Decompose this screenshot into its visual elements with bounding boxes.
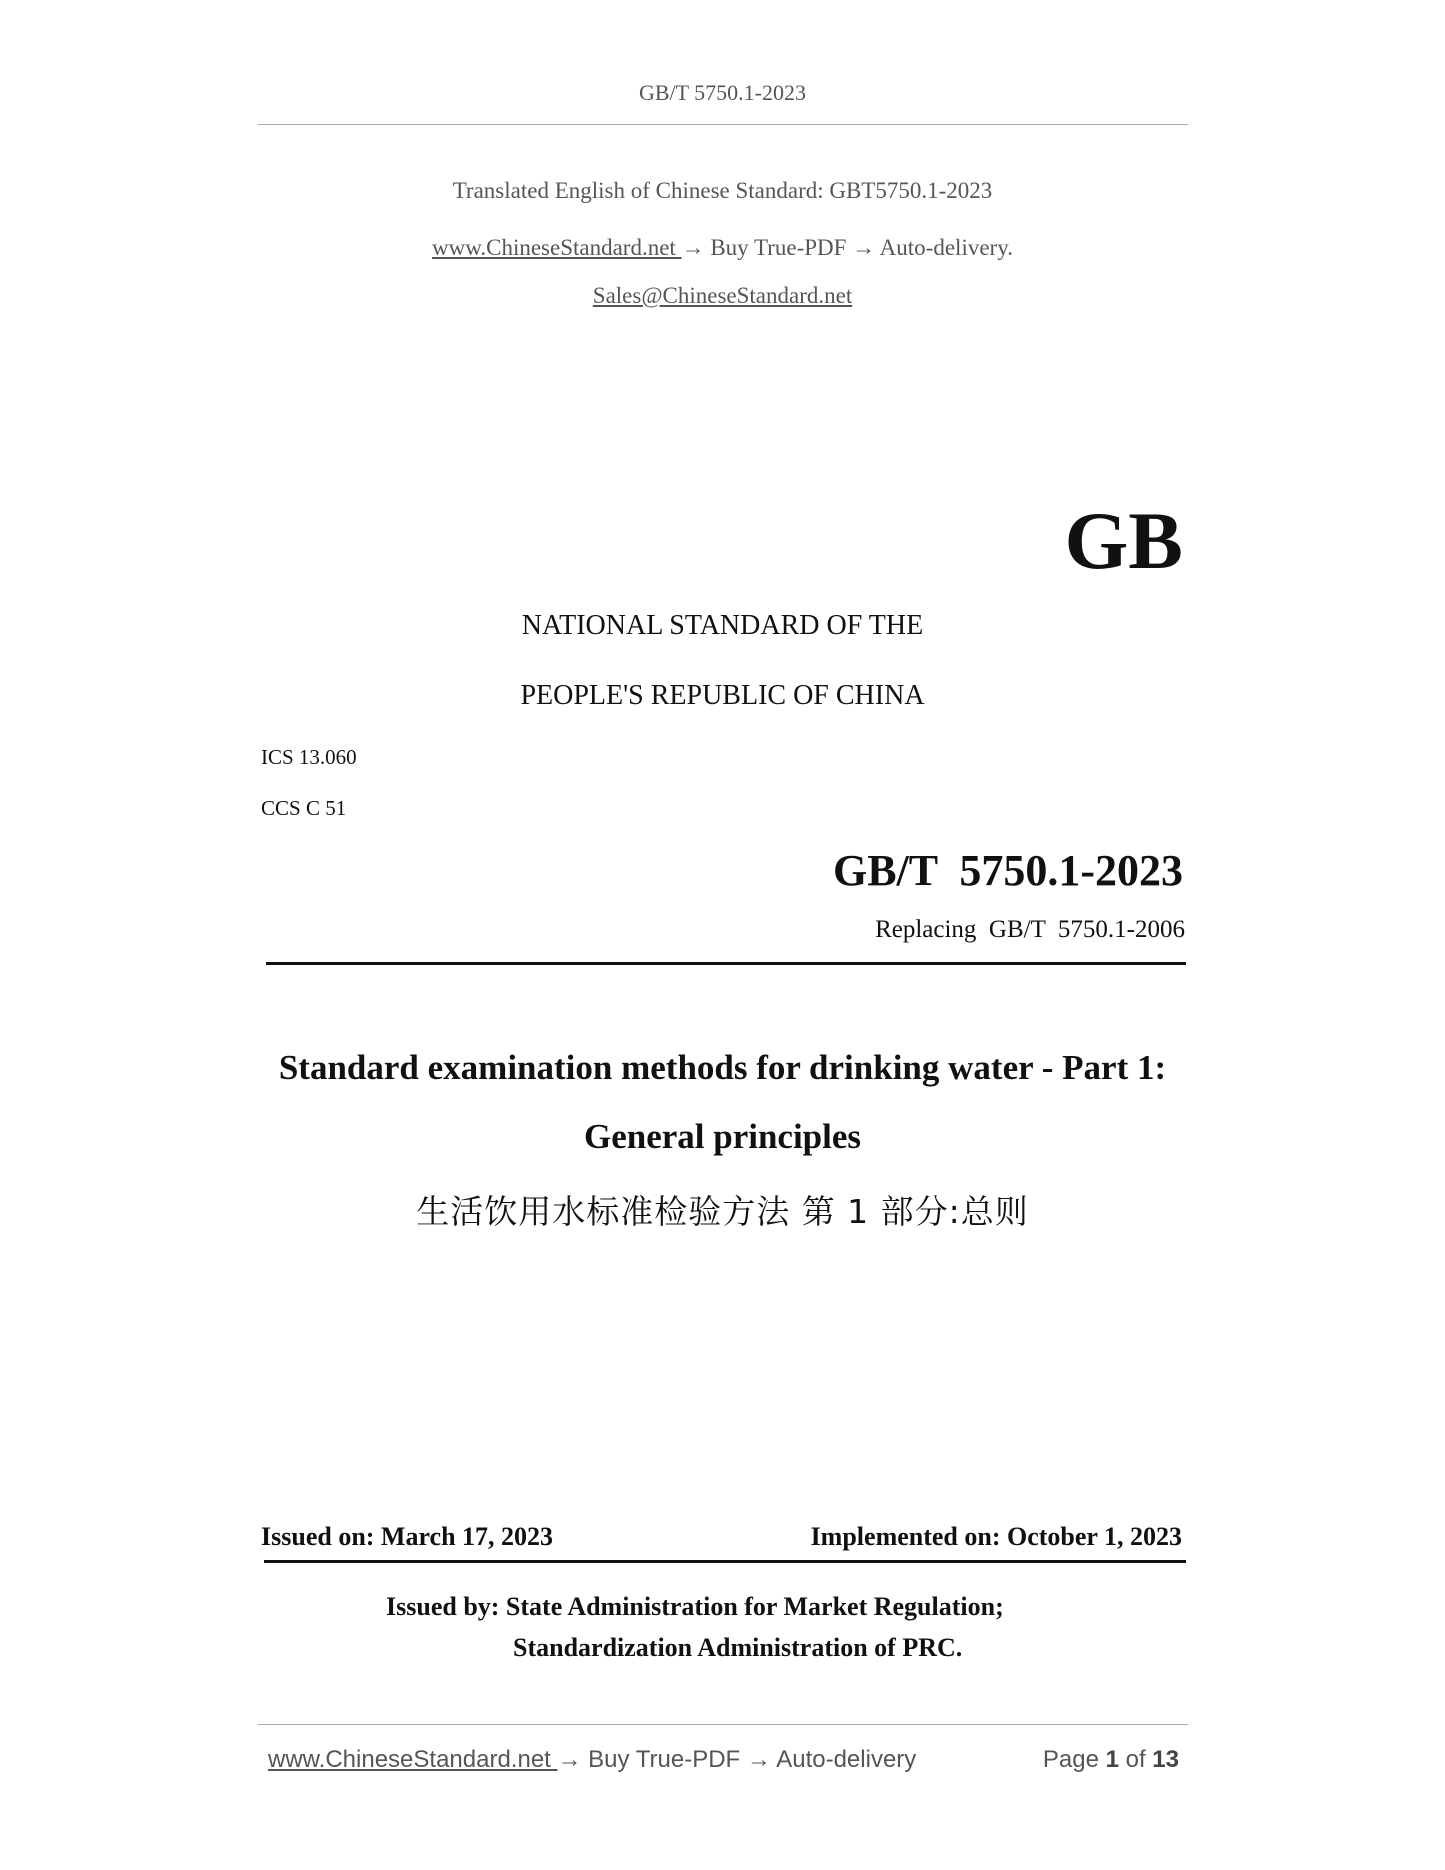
issued-on-date: Issued on: March 17, 2023 xyxy=(261,1522,554,1551)
page-indicator xyxy=(1043,1746,1179,1774)
footer-delivery-text: Auto-delivery xyxy=(770,1746,917,1773)
footer-promo xyxy=(268,1746,916,1774)
title-english-line1: Standard examination methods for drinking water - Part 1: xyxy=(278,1048,1167,1087)
running-header-title: GB/T 5750.1-2023 xyxy=(638,80,807,105)
title-divider xyxy=(266,962,1186,965)
arrow-right-icon: → xyxy=(852,235,876,260)
page-current: 1 xyxy=(1105,1746,1119,1773)
ccs-code: CCS C 51 xyxy=(261,796,347,820)
title-english-line2: General principles xyxy=(583,1117,862,1156)
national-standard-line1: NATIONAL STANDARD OF THE xyxy=(521,610,924,641)
site-link[interactable]: www.ChineseStandard.net xyxy=(432,235,682,260)
delivery-text: Auto-delivery. xyxy=(875,235,1013,260)
title-chinese: 生活饮用水标准检验方法 第 1 部分:总则 xyxy=(416,1192,1029,1231)
standard-number: GB/T 5750.1-2023 xyxy=(832,846,1183,895)
dates-divider xyxy=(264,1560,1186,1563)
gb-logo: GB xyxy=(1064,495,1183,586)
arrow-right-icon: → xyxy=(681,235,705,260)
page-total: 13 xyxy=(1152,1746,1179,1773)
email-line xyxy=(0,283,1445,309)
issued-by-line1: Issued by: State Administration for Market Regulation; xyxy=(386,1592,1004,1621)
footer-buy-text: Buy True-PDF xyxy=(581,1746,747,1773)
header-divider xyxy=(258,124,1188,125)
ics-code: ICS 13.060 xyxy=(261,745,357,769)
national-standard-line2: PEOPLE'S REPUBLIC OF CHINA xyxy=(520,680,925,711)
implemented-on-date: Implemented on: October 1, 2023 xyxy=(810,1522,1182,1551)
arrow-right-icon: → xyxy=(557,1746,582,1773)
arrow-right-icon: → xyxy=(746,1746,771,1773)
page-of: of xyxy=(1118,1746,1153,1773)
footer-divider xyxy=(258,1724,1188,1725)
footer-site-link[interactable]: www.ChineseStandard.net xyxy=(268,1746,558,1773)
email-link[interactable]: Sales@ChineseStandard.net xyxy=(592,283,853,308)
page-label: Page xyxy=(1042,1746,1106,1773)
issued-by-line2: Standardization Administration of PRC. xyxy=(513,1633,963,1662)
translated-notice: Translated English of Chinese Standard: GBT5750.1-2023 xyxy=(452,178,993,203)
buy-text: Buy True-PDF xyxy=(704,235,853,260)
replacing-note: Replacing GB/T 5750.1-2006 xyxy=(875,916,1185,943)
buy-line xyxy=(0,235,1445,261)
